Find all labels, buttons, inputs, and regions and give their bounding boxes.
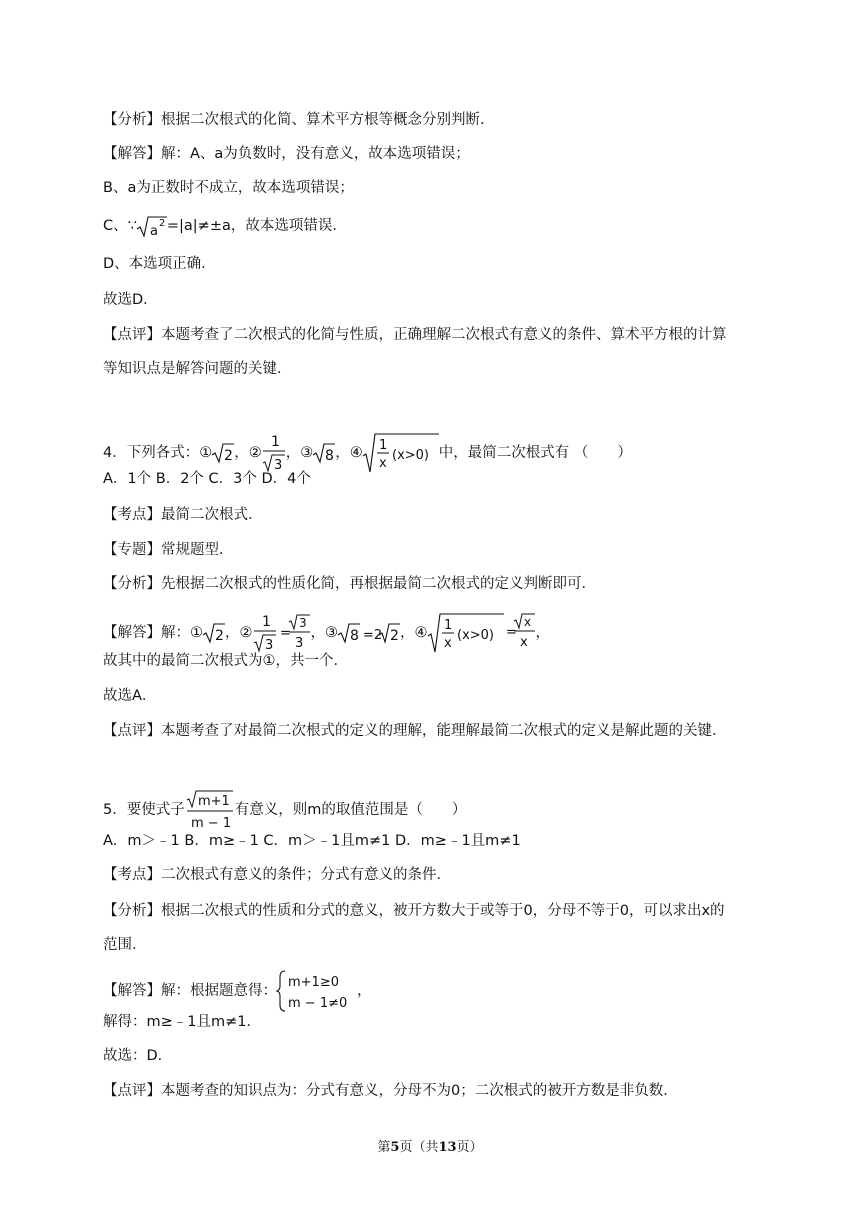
inequality-system-formula bbox=[277, 968, 357, 1014]
footer-text-c: 页） bbox=[456, 1140, 483, 1155]
svg-text:x: x bbox=[519, 635, 528, 650]
q5-stem bbox=[103, 789, 770, 831]
sqrt8-formula bbox=[313, 442, 335, 464]
q5-analysis-1: 【分析】根据二次根式的性质和分式的意义，被开方数大于或等于0，分母不等于0，可以求出x的 bbox=[103, 903, 725, 919]
svg-text:=: = bbox=[279, 626, 291, 641]
q3-solution-a: 【解答】解：A、a为负数时，没有意义，故本选项错误； bbox=[103, 146, 470, 162]
svg-text:(x>0): (x>0) bbox=[391, 448, 429, 463]
svg-text:(x>0): (x>0) bbox=[456, 628, 494, 643]
svg-text:a: a bbox=[149, 224, 158, 239]
svg-text:3: 3 bbox=[294, 636, 303, 651]
q5-comment: 【点评】本题考查的知识点为：分式有意义，分母不为0；二次根式的被开方数是非负数． bbox=[103, 1083, 678, 1099]
q3-analysis: 【分析】根据二次根式的化简、算术平方根等概念分别判断． bbox=[103, 112, 495, 128]
q4-kaodian: 【考点】最简二次根式． bbox=[103, 507, 263, 523]
svg-text:x: x bbox=[378, 456, 387, 471]
svg-text:1: 1 bbox=[270, 434, 280, 450]
q3-comment-2: 等知识点是解答问题的关键． bbox=[103, 361, 292, 377]
svg-text:1: 1 bbox=[261, 614, 271, 630]
rationalize-sqrt3-formula bbox=[253, 613, 311, 653]
svg-text:=: = bbox=[505, 625, 517, 640]
footer-page-number: 5 bbox=[390, 1140, 400, 1155]
page-footer bbox=[0, 1136, 860, 1155]
q4-sol-suffix: ， bbox=[535, 625, 550, 641]
svg-text:2: 2 bbox=[215, 628, 224, 644]
svg-text:3: 3 bbox=[264, 638, 273, 653]
svg-text:3: 3 bbox=[298, 616, 307, 630]
sqrt-x-over-x-formula bbox=[428, 612, 536, 654]
sqrt2-formula bbox=[203, 622, 225, 644]
q4-stem bbox=[103, 432, 770, 474]
q5-sol-prefix: 【解答】解：根据题意得： bbox=[103, 983, 277, 999]
svg-text:3: 3 bbox=[273, 458, 283, 473]
q3-choose: 故选D． bbox=[103, 292, 158, 308]
q4-conclusion: 故其中的最简二次根式为①，共一个． bbox=[103, 653, 348, 669]
q5-choose: 故选：D． bbox=[103, 1048, 173, 1064]
footer-text-a: 第 bbox=[377, 1140, 391, 1155]
q3-c-suffix: =|a|≠±a，故本选项错误． bbox=[166, 218, 347, 234]
q4-sol-prefix: 【解答】解：① bbox=[103, 625, 203, 641]
q5-analysis-2: 范围． bbox=[103, 937, 147, 953]
q4-choose: 故选A． bbox=[103, 688, 157, 704]
footer-text-b: 页（共 bbox=[399, 1140, 439, 1155]
one-over-sqrt3-formula bbox=[262, 433, 286, 473]
q5-kaodian: 【考点】二次根式有意义的条件；分式有意义的条件． bbox=[103, 867, 451, 883]
q3-option-b: B、a为正数时不成立，故本选项错误； bbox=[103, 180, 354, 196]
q4-solution bbox=[103, 612, 770, 654]
svg-text:m − 1≠0: m − 1≠0 bbox=[288, 996, 348, 1011]
q5-sol-suffix: ， bbox=[357, 983, 372, 999]
q4-stem-prefix: 4．下列各式：① bbox=[103, 445, 213, 461]
q3-comment-1: 【点评】本题考查了二次根式的化简与性质，正确理解二次根式有意义的条件、算术平方根的计算 bbox=[103, 327, 727, 343]
q4-zhuanti: 【专题】常规题型． bbox=[103, 542, 234, 558]
q5-result: 解得：m≥﹣1且m≠1． bbox=[103, 1014, 261, 1030]
sqrt8-simplify-formula bbox=[338, 622, 400, 644]
q3-option-c bbox=[103, 214, 770, 238]
svg-text:8: 8 bbox=[325, 448, 335, 464]
sqrt-one-over-x-formula bbox=[363, 432, 439, 474]
q4-stem-sep1: ，② bbox=[234, 445, 262, 461]
q4-stem-sep3: ，④ bbox=[335, 445, 363, 461]
q4-sol-sep3: ，④ bbox=[400, 625, 428, 641]
q4-stem-sep2: ，③ bbox=[285, 445, 314, 461]
q4-options: A．1个 B．2个 C．3个 D．4个 bbox=[103, 471, 311, 487]
q5-stem-prefix: 5．要使式子 bbox=[103, 802, 185, 818]
q4-sol-sep2: ，③ bbox=[310, 625, 338, 641]
sqrt2-formula bbox=[212, 442, 234, 464]
q4-sol-sep1: ，② bbox=[225, 625, 253, 641]
q4-comment: 【点评】本题考查了对最简二次根式的定义的理解，能理解最简二次根式的定义是解此题的关键． bbox=[103, 723, 727, 739]
svg-text:2: 2 bbox=[224, 448, 234, 464]
sqrt-a-squared-formula bbox=[137, 214, 167, 238]
q4-analysis: 【分析】先根据二次根式的性质化简，再根据最简二次根式的定义判断即可． bbox=[103, 576, 596, 592]
footer-total-pages: 13 bbox=[438, 1140, 457, 1155]
sqrt-m-plus-1-over-m-minus-1-formula bbox=[185, 789, 235, 831]
svg-text:=2: =2 bbox=[363, 628, 383, 643]
svg-text:2: 2 bbox=[390, 628, 399, 644]
svg-text:1: 1 bbox=[378, 438, 388, 453]
q3-option-d: D、本选项正确． bbox=[103, 256, 216, 272]
q5-options: A．m＞﹣1 B．m≥﹣1 C．m＞﹣1且m≠1 D．m≥﹣1且m≠1 bbox=[103, 833, 521, 849]
svg-text:8: 8 bbox=[350, 628, 359, 644]
q4-stem-suffix: 中，最简二次根式有 （ ） bbox=[438, 445, 632, 461]
svg-text:m+1≥0: m+1≥0 bbox=[288, 975, 339, 990]
svg-text:x: x bbox=[523, 615, 531, 629]
svg-text:2: 2 bbox=[158, 218, 166, 229]
svg-text:x: x bbox=[443, 636, 452, 651]
svg-text:m+1: m+1 bbox=[197, 794, 230, 809]
svg-text:m − 1: m − 1 bbox=[190, 816, 231, 831]
svg-text:1: 1 bbox=[443, 618, 452, 633]
q5-solution bbox=[103, 968, 770, 1014]
q5-stem-suffix: 有意义，则m的取值范围是（ ） bbox=[234, 802, 467, 818]
q3-c-prefix: C、∵ bbox=[103, 218, 137, 234]
